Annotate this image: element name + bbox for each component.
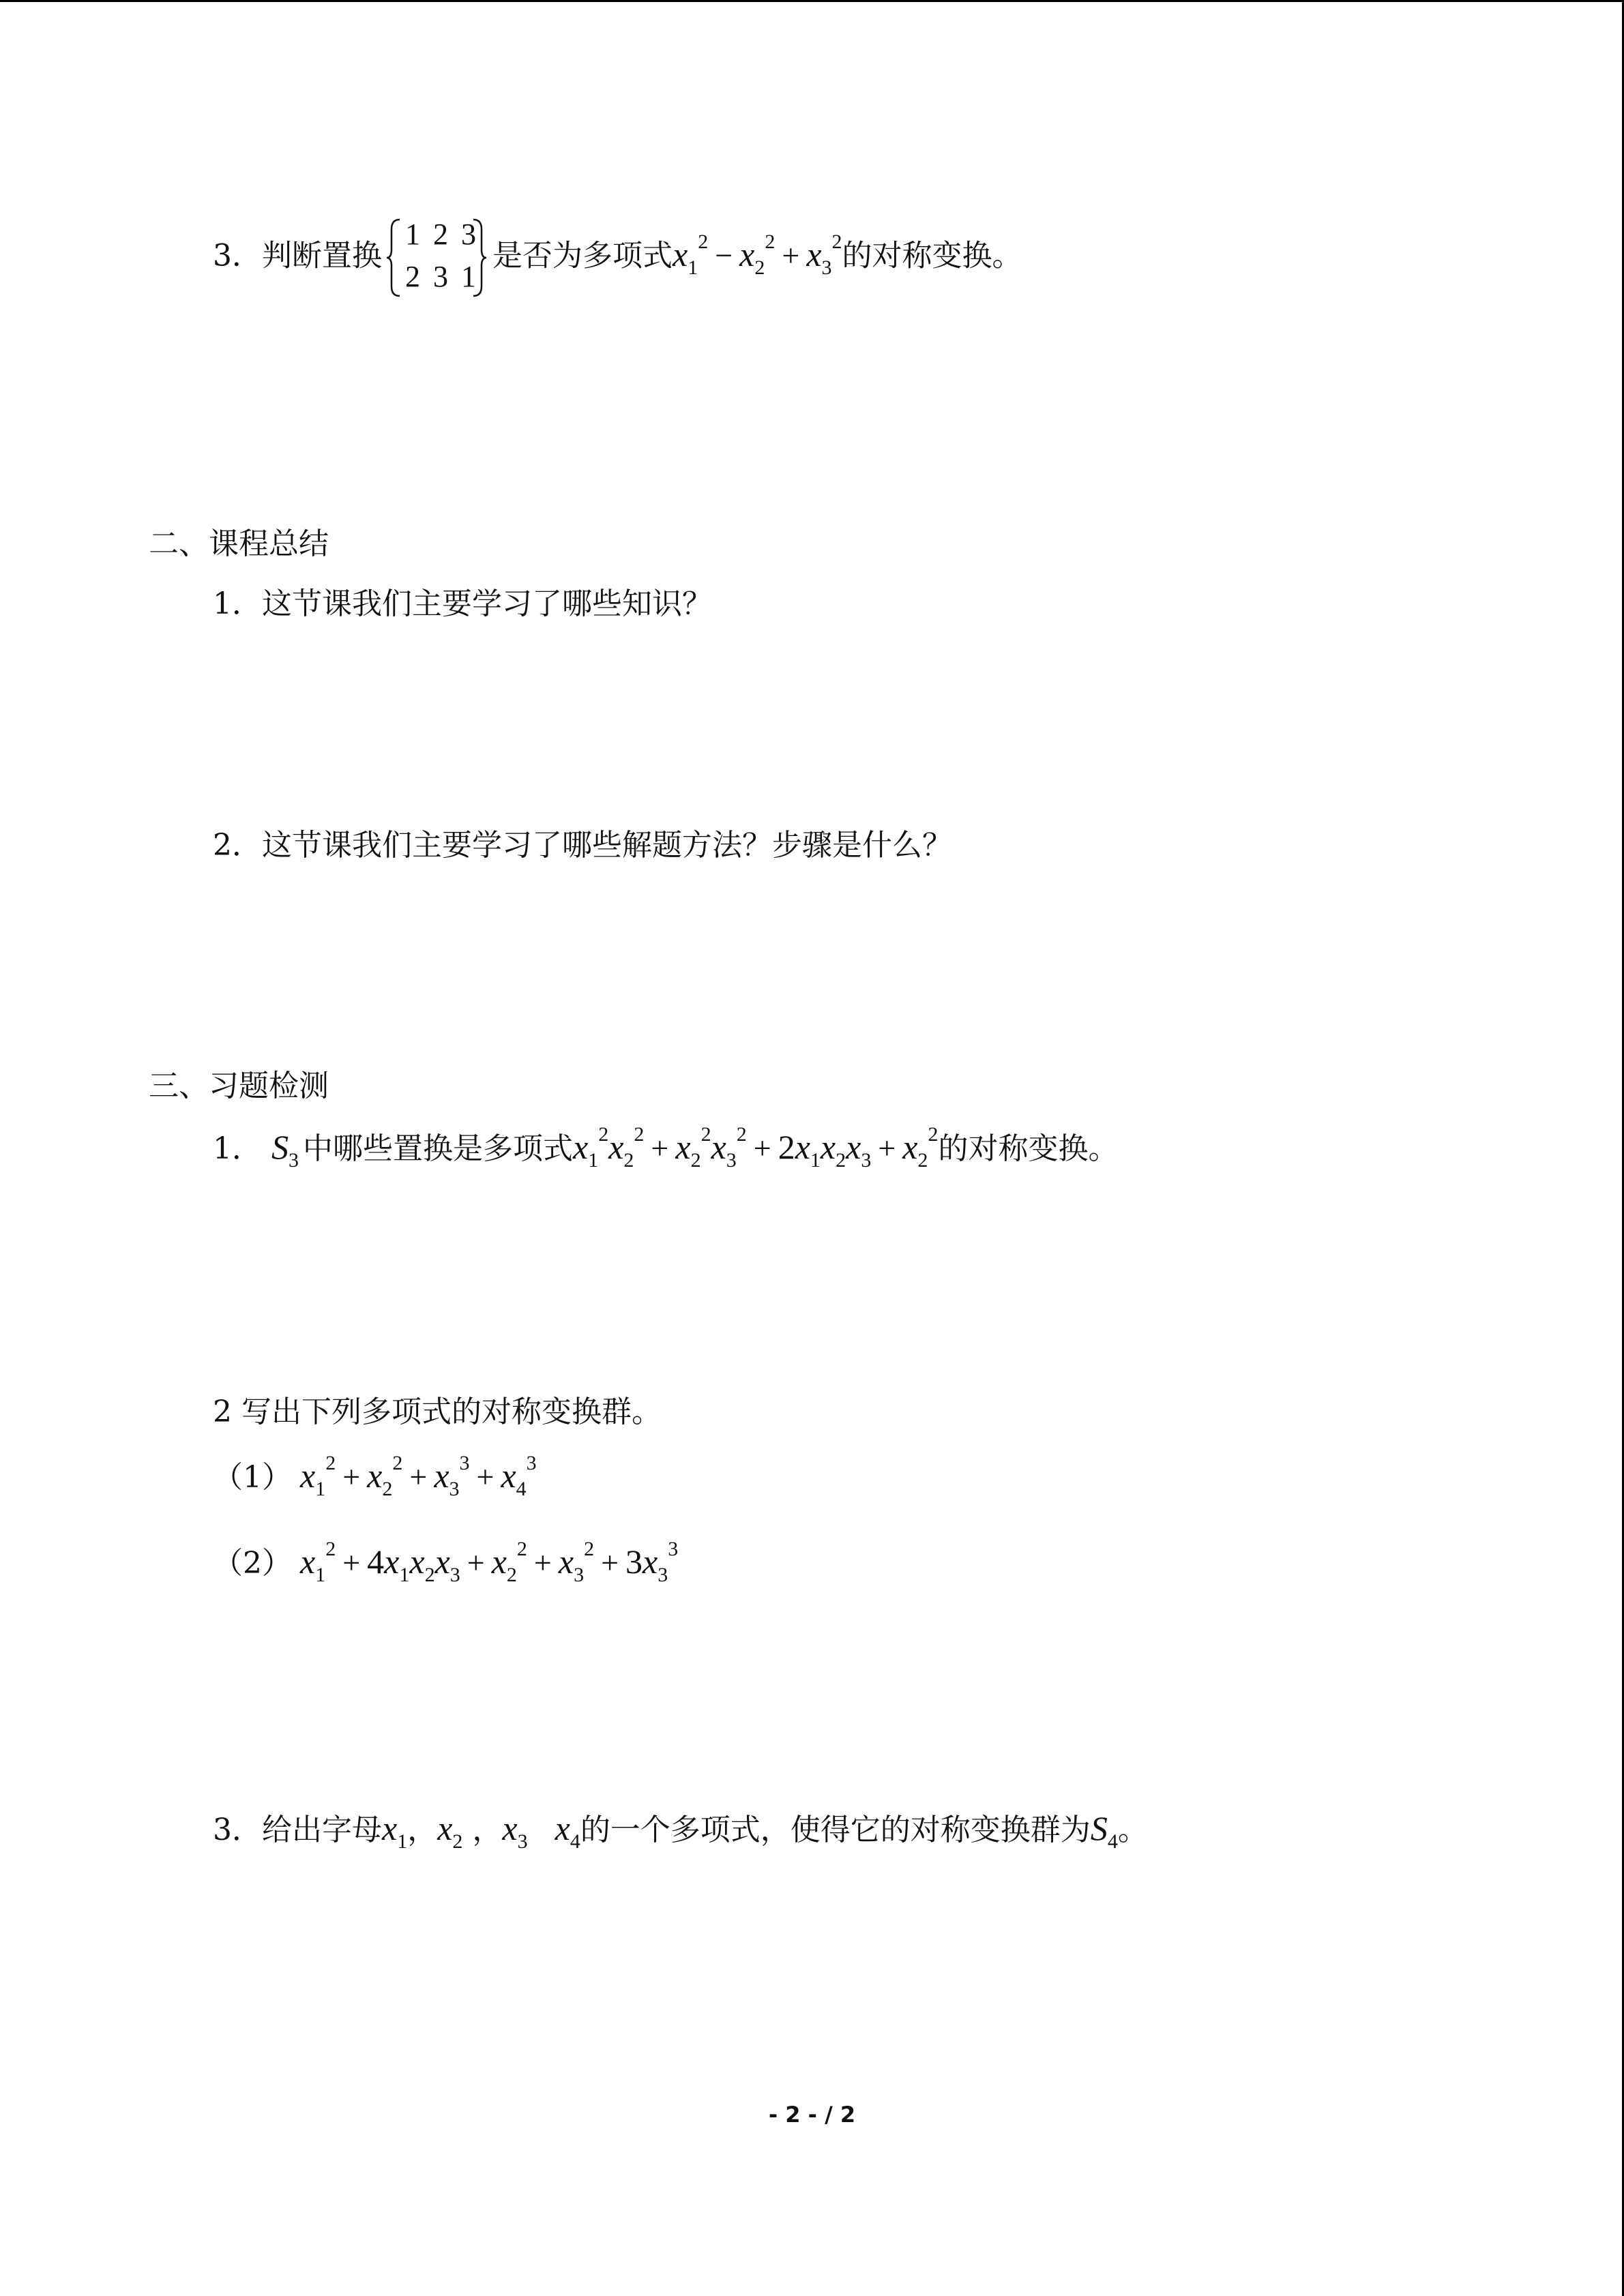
- question-number: 1．: [213, 1131, 262, 1166]
- symmetric-group-s3: S: [271, 1128, 289, 1166]
- symmetric-group-s4: S: [1090, 1809, 1108, 1847]
- polynomial-formula: $x_1^2 + 4x_1x_2x_3 + x_2^2 + x_3^2 + 3x_3^3$: [300, 1538, 679, 1586]
- right-brace: [472, 217, 487, 299]
- exercise-question-2-title: 2 写出下列多项式的对称变换群。: [213, 1395, 662, 1429]
- summary-question-2: 2．这节课我们主要学习了哪些解题方法？步骤是什么？: [213, 828, 952, 863]
- exercise-question-3: 3．给出字母$x_1$，$x_2$ ，$x_3$ $x_4$的一个多项式，使得它的对称变换群为$S_4$。: [213, 1809, 1148, 1853]
- permutation-bottom-row: 2 3 1: [405, 260, 479, 293]
- question-text-b: 。: [1117, 1813, 1148, 1847]
- question-number: 3．: [213, 238, 262, 273]
- permutation-top-row: 1 2 3: [405, 218, 479, 251]
- section-heading-summary: 二、课程总结: [149, 526, 329, 561]
- exercise-question-2-item-2: [213, 1538, 679, 1586]
- question-text-a: 的一个多项式，使得它的对称变换群为: [580, 1813, 1091, 1847]
- question-text-b: 是否为多项式: [492, 238, 673, 273]
- question-text-num: 3．给出字母: [213, 1813, 382, 1847]
- section-heading-exercises: 三、习题检测: [149, 1069, 329, 1103]
- variable-list: $x_1$，$x_2$ ，$x_3$ $x_4$: [382, 1809, 580, 1853]
- top-border: [0, 0, 1624, 2]
- exercise-question-2-item-1: [213, 1452, 537, 1500]
- permutation-matrix: [386, 217, 488, 299]
- item-label: （2）: [213, 1546, 292, 1581]
- question-text-a: 中哪些置换是多项式: [303, 1131, 573, 1166]
- item-label: （1）: [213, 1460, 292, 1495]
- polynomial-formula: $x_1^2 - x_2^2 + x_3^2$: [673, 230, 842, 279]
- question-text-b: 的对称变换。: [938, 1131, 1119, 1166]
- polynomial-formula: $x_1^2x_2^2 + x_2^2x_3^2 + 2x_1x_2x_3 + x_2^2$: [573, 1123, 939, 1172]
- polynomial-formula: $x_1^2 + x_2^2 + x_3^3 + x_4^3$: [300, 1452, 537, 1500]
- exercise-question-1: 1． $S_3$ 中哪些置换是多项式$x_1^2x_2^2 + x_2^2x_3^2 + 2x_1x_2x_3 + x_2^2$的对称变换。: [213, 1123, 1119, 1172]
- question-text-c: 的对称变换。: [842, 238, 1022, 273]
- left-brace: [386, 217, 401, 299]
- question-text-a: 判断置换: [262, 238, 382, 273]
- question-permutation-symmetry: [213, 217, 1022, 299]
- page-number-footer: - 2 - / 2: [768, 2102, 856, 2128]
- summary-question-1: 1．这节课我们主要学习了哪些知识？: [213, 586, 712, 621]
